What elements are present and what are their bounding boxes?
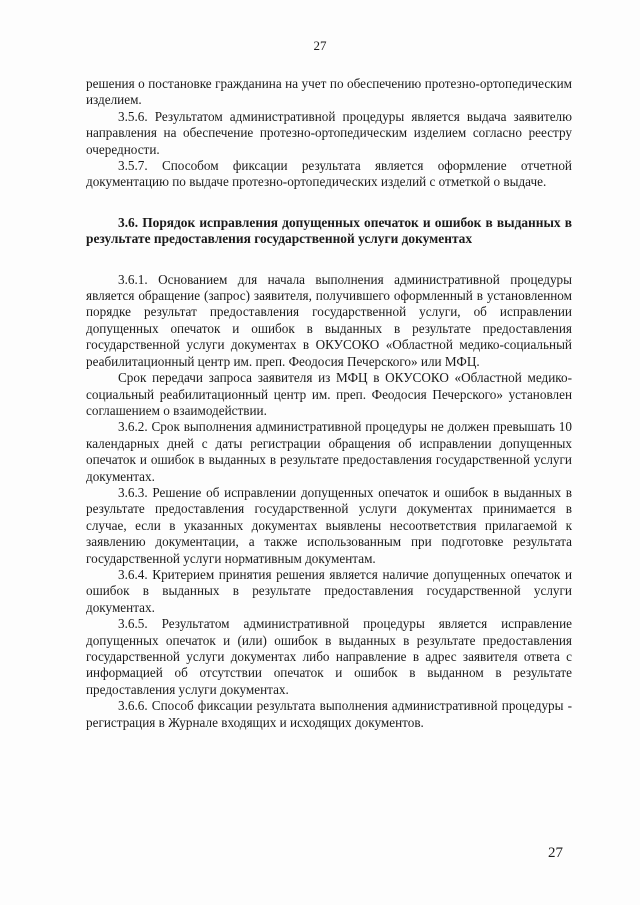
section-heading-3-6: 3.6. Порядок исправления допущенных опечаток и ошибок в выданных в результате предоставления государственной услуги документах — [86, 214, 572, 247]
page-number-top: 27 — [313, 38, 327, 53]
paragraph-3-6-5: 3.6.5. Результатом административной процедуры является исправление допущенных опечаток и (или) ошибок в выданных в результате предоставления государственной услуги документах либо направление в адрес заявителя ответа с информацией об отсутствии опечаток и ошибок в выданном в результате предоставления услуги документах. — [86, 616, 572, 697]
paragraph-3-6-3: 3.6.3. Решение об исправлении допущенных опечаток и ошибок в выданных в результате предоставления государственной услуги документах принимается в случае, если в указанных документах выявлены несоответствия прилагаемой к заявлению документации, а также использованным при подготовке результата государственной услуги нормативным документам. — [86, 484, 572, 566]
document-body — [86, 76, 572, 731]
paragraph-3-6-6: 3.6.6. Способ фиксации результата выполнения административной процедуры - регистрация в Журнале входящих и исходящих документов. — [86, 698, 572, 730]
page-number-bottom: 27 — [548, 845, 563, 861]
paragraph-3-6-2: 3.6.2. Срок выполнения административной процедуры не должен превышать 10 календарных дней с даты регистрации обращения об исправлении допущенных опечаток и ошибок в выданных в результате предоставления государственной услуги документах. — [86, 419, 572, 484]
paragraph-continuation: решения о постановке гражданина на учет по обеспечению протезно-ортопедическим изделием. — [86, 76, 572, 108]
paragraph-3-6-4: 3.6.4. Критерием принятия решения является наличие допущенных опечаток и ошибок в выданных в результате предоставления государственной услуги документах. — [86, 566, 572, 615]
paragraph-3-5-6: 3.5.6. Результатом административной процедуры является выдача заявителю направления на обеспечение протезно-ортопедическим изделием согласно реестру очередности. — [86, 108, 572, 157]
paragraph-3-5-7: 3.5.7. Способом фиксации результата является оформление отчетной документацию по выдаче протезно-ортопедических изделий с отметкой о выдаче. — [86, 158, 572, 190]
paragraph-mfc-transfer: Срок передачи запроса заявителя из МФЦ в ОКУСОКО «Областной медико-социальный реабилитационный центр им. преп. Феодосия Печерского» установлен соглашением о взаимодействии. — [86, 370, 572, 418]
paragraph-3-6-1: 3.6.1. Основанием для начала выполнения административной процедуры является обращение (запрос) заявителя, получившего оформленный в установленном порядке результат предоставления государственной услуги, об исправлении допущенных опечаток и ошибок в выданных в результате предоставления государственной услуги документах в ОКУСОКО «Областной медико-социальный реабилитационный центр им. преп. Феодосия Печерского» или МФЦ. — [86, 271, 572, 369]
